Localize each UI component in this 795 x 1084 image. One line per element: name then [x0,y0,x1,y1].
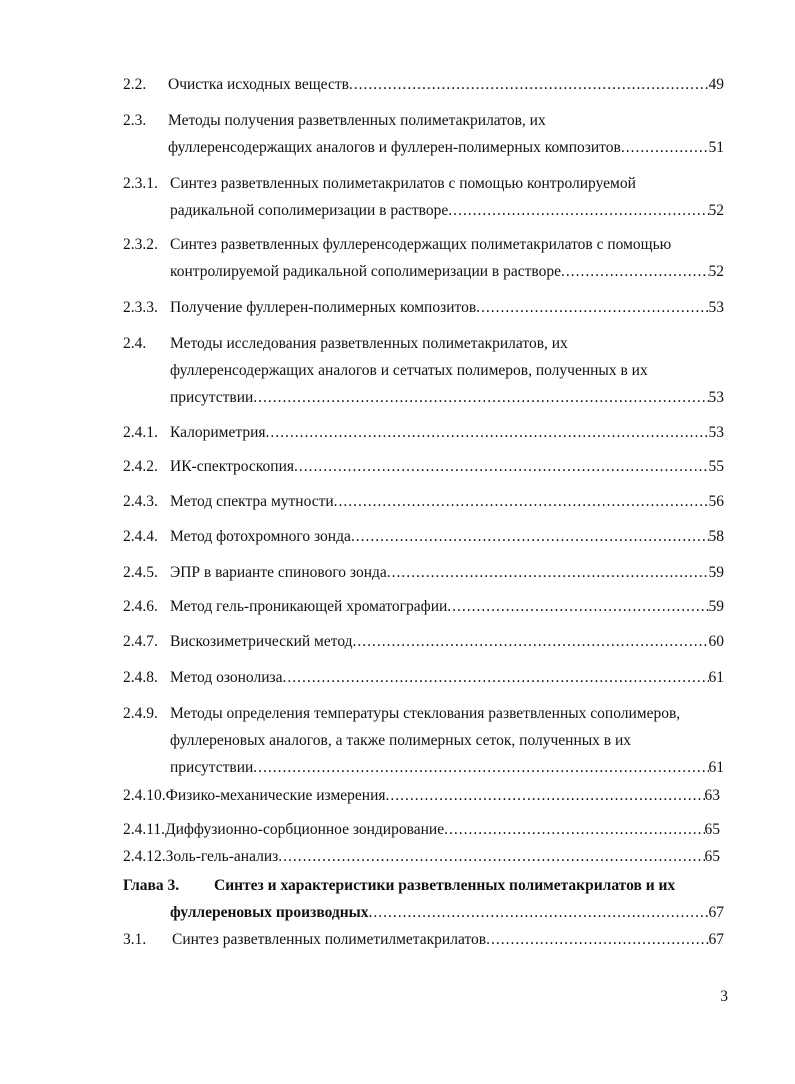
toc-entry-page: 53 [708,389,724,406]
toc-entry-line [172,929,724,951]
toc-entry-page: 52 [708,202,724,219]
toc-entry-line [170,631,724,653]
toc-entry-line [170,596,724,618]
toc-entry-page: 56 [708,493,724,510]
leader-dots [253,387,708,409]
toc-entry-number: 2.4.6. [123,598,158,615]
toc-entry-number: 2.4.12. [123,848,166,865]
leader-dots [334,491,709,513]
toc-entry-line [170,902,724,924]
toc-entry-number: 2.3.3. [123,299,158,316]
toc-entry-number: 2.3.2. [123,236,158,253]
toc-entry-number: 2.3.1. [123,175,158,192]
toc-entry-page: 58 [708,528,724,545]
toc-entry-line [170,261,724,283]
toc-entry-line [170,526,724,548]
toc-entry-line [123,785,720,807]
toc-entry-title: присутствии [170,759,254,776]
toc-entry-line [170,200,724,222]
leader-dots [561,261,709,283]
toc-entry-line [168,137,724,159]
toc-entry-title: ЭПР в варианте спинового зонда [170,564,387,581]
toc-entry-line [123,819,720,841]
leader-dots [387,562,709,584]
leader-dots [351,526,709,548]
toc-entry-page: 61 [708,759,724,776]
toc-entry-title: Диффузионно-сорбционное зондирование [165,821,445,838]
toc-entry-page: 55 [708,458,724,475]
toc-entry-page: 51 [708,139,724,156]
toc-entry-page: 61 [708,669,724,686]
toc-entry-title: Синтез и характеристики разветвленных полиметакрилатов и их [214,877,676,894]
toc-entry-number: 2.3. [123,112,147,129]
toc-entry-title: Синтез разветвленных фуллеренсодержащих полиметакрилатов с помощью [170,236,672,253]
toc-entry-line [170,422,724,444]
toc-entry-page: 65 [704,848,720,865]
leader-dots [621,137,709,159]
toc-entry-title: Калориметрия [170,424,266,441]
toc-entry-number: Глава 3. [123,877,180,894]
toc-entry-page: 59 [708,564,724,581]
toc-entry-title: Методы определения температуры стеклования разветвленных сополимеров, [170,705,681,722]
page-number: 3 [720,988,728,1005]
toc-entry-page: 60 [708,633,724,650]
toc-entry-title: присутствии [170,389,254,406]
toc-entry-title: Очистка исходных веществ [168,76,349,93]
toc-entry-title: Методы получения разветвленных полиметакрилатов, их [168,112,546,129]
leader-dots [253,757,708,779]
toc-entry-title: радикальной сополимеризации в растворе [170,202,449,219]
leader-dots [353,631,709,653]
toc-entry-title: фуллереновых производных [170,904,369,921]
toc-entry-title: ИК-спектроскопия [170,458,295,475]
toc-entry-page: 53 [708,299,724,316]
toc-entry-title: Золь-гель-анализ [165,848,279,865]
toc-entry-title: Методы исследования разветвленных полиметакрилатов, их [170,335,568,352]
toc-entry-line [170,456,724,478]
toc-entry-number: 2.4.7. [123,633,158,650]
toc-entry-title: Синтез разветвленных полиметилметакрилатов [172,931,487,948]
toc-entry-title: Вискозиметрический метод [170,633,353,650]
toc-entry-line [170,667,724,689]
toc-entry-title: фуллереновых аналогов, а также полимерных сеток, полученных в их [170,732,632,749]
toc-entry-line [170,387,724,409]
leader-dots [266,422,709,444]
toc-entry-number: 2.4.11. [123,821,166,838]
toc-entry-line [170,297,724,319]
toc-entry-line [123,846,720,868]
toc-entry-page: 67 [708,904,724,921]
toc-entry-title: контролируемой радикальной сополимеризации в растворе [170,263,561,280]
leader-dots [448,200,708,222]
toc-entry-number: 2.4.10. [123,787,166,804]
toc-entry-line [170,562,724,584]
toc-entry-page: 63 [704,787,720,804]
toc-entry-number: 2.4.5. [123,564,158,581]
leader-dots [447,596,708,618]
toc-entry-number: 2.4.9. [123,705,158,722]
toc-entry-page: 59 [708,598,724,615]
toc-entry-number: 2.4. [123,335,147,352]
toc-entry-title: Физико-механические измерения [165,787,386,804]
toc-entry-number: 2.2. [123,76,147,93]
leader-dots [444,819,704,841]
toc-entry-number: 2.4.3. [123,493,158,510]
toc-entry-title: Метод гель-проникающей хроматографии [170,598,448,615]
toc-entry-title: Метод озонолиза [170,669,283,686]
toc-entry-line [168,74,724,96]
toc-entry-page: 65 [704,821,720,838]
toc-entry-number: 2.4.4. [123,528,158,545]
toc-entry-page: 67 [708,931,724,948]
toc-entry-title: Синтез разветвленных полиметакрилатов с помощью контролируемой [170,175,636,192]
toc-entry-number: 2.4.8. [123,669,158,686]
toc-entry-title: Получение фуллерен-полимерных композитов [170,299,477,316]
leader-dots [386,785,705,807]
toc-entry-number: 2.4.2. [123,458,158,475]
toc-entry-title: фуллеренсодержащих аналогов и сетчатых полимеров, полученных в их [170,362,648,379]
leader-dots [486,929,708,951]
leader-dots [476,297,708,319]
leader-dots [349,74,709,96]
toc-entry-title: Метод спектра мутности [170,493,334,510]
toc-entry-number: 2.4.1. [123,424,158,441]
toc-entry-title: Метод фотохромного зонда [170,528,351,545]
toc-entry-page: 49 [708,76,724,93]
toc-entry-number: 3.1. [123,931,147,948]
toc-entry-line [170,757,724,779]
toc-entry-page: 52 [708,263,724,280]
toc-entry-page: 53 [708,424,724,441]
toc-entry-line [170,491,724,513]
leader-dots [294,456,708,478]
leader-dots [278,846,704,868]
leader-dots [369,902,709,924]
toc-entry-title: фуллеренсодержащих аналогов и фуллерен-полимерных композитов [168,139,621,156]
leader-dots [283,667,709,689]
